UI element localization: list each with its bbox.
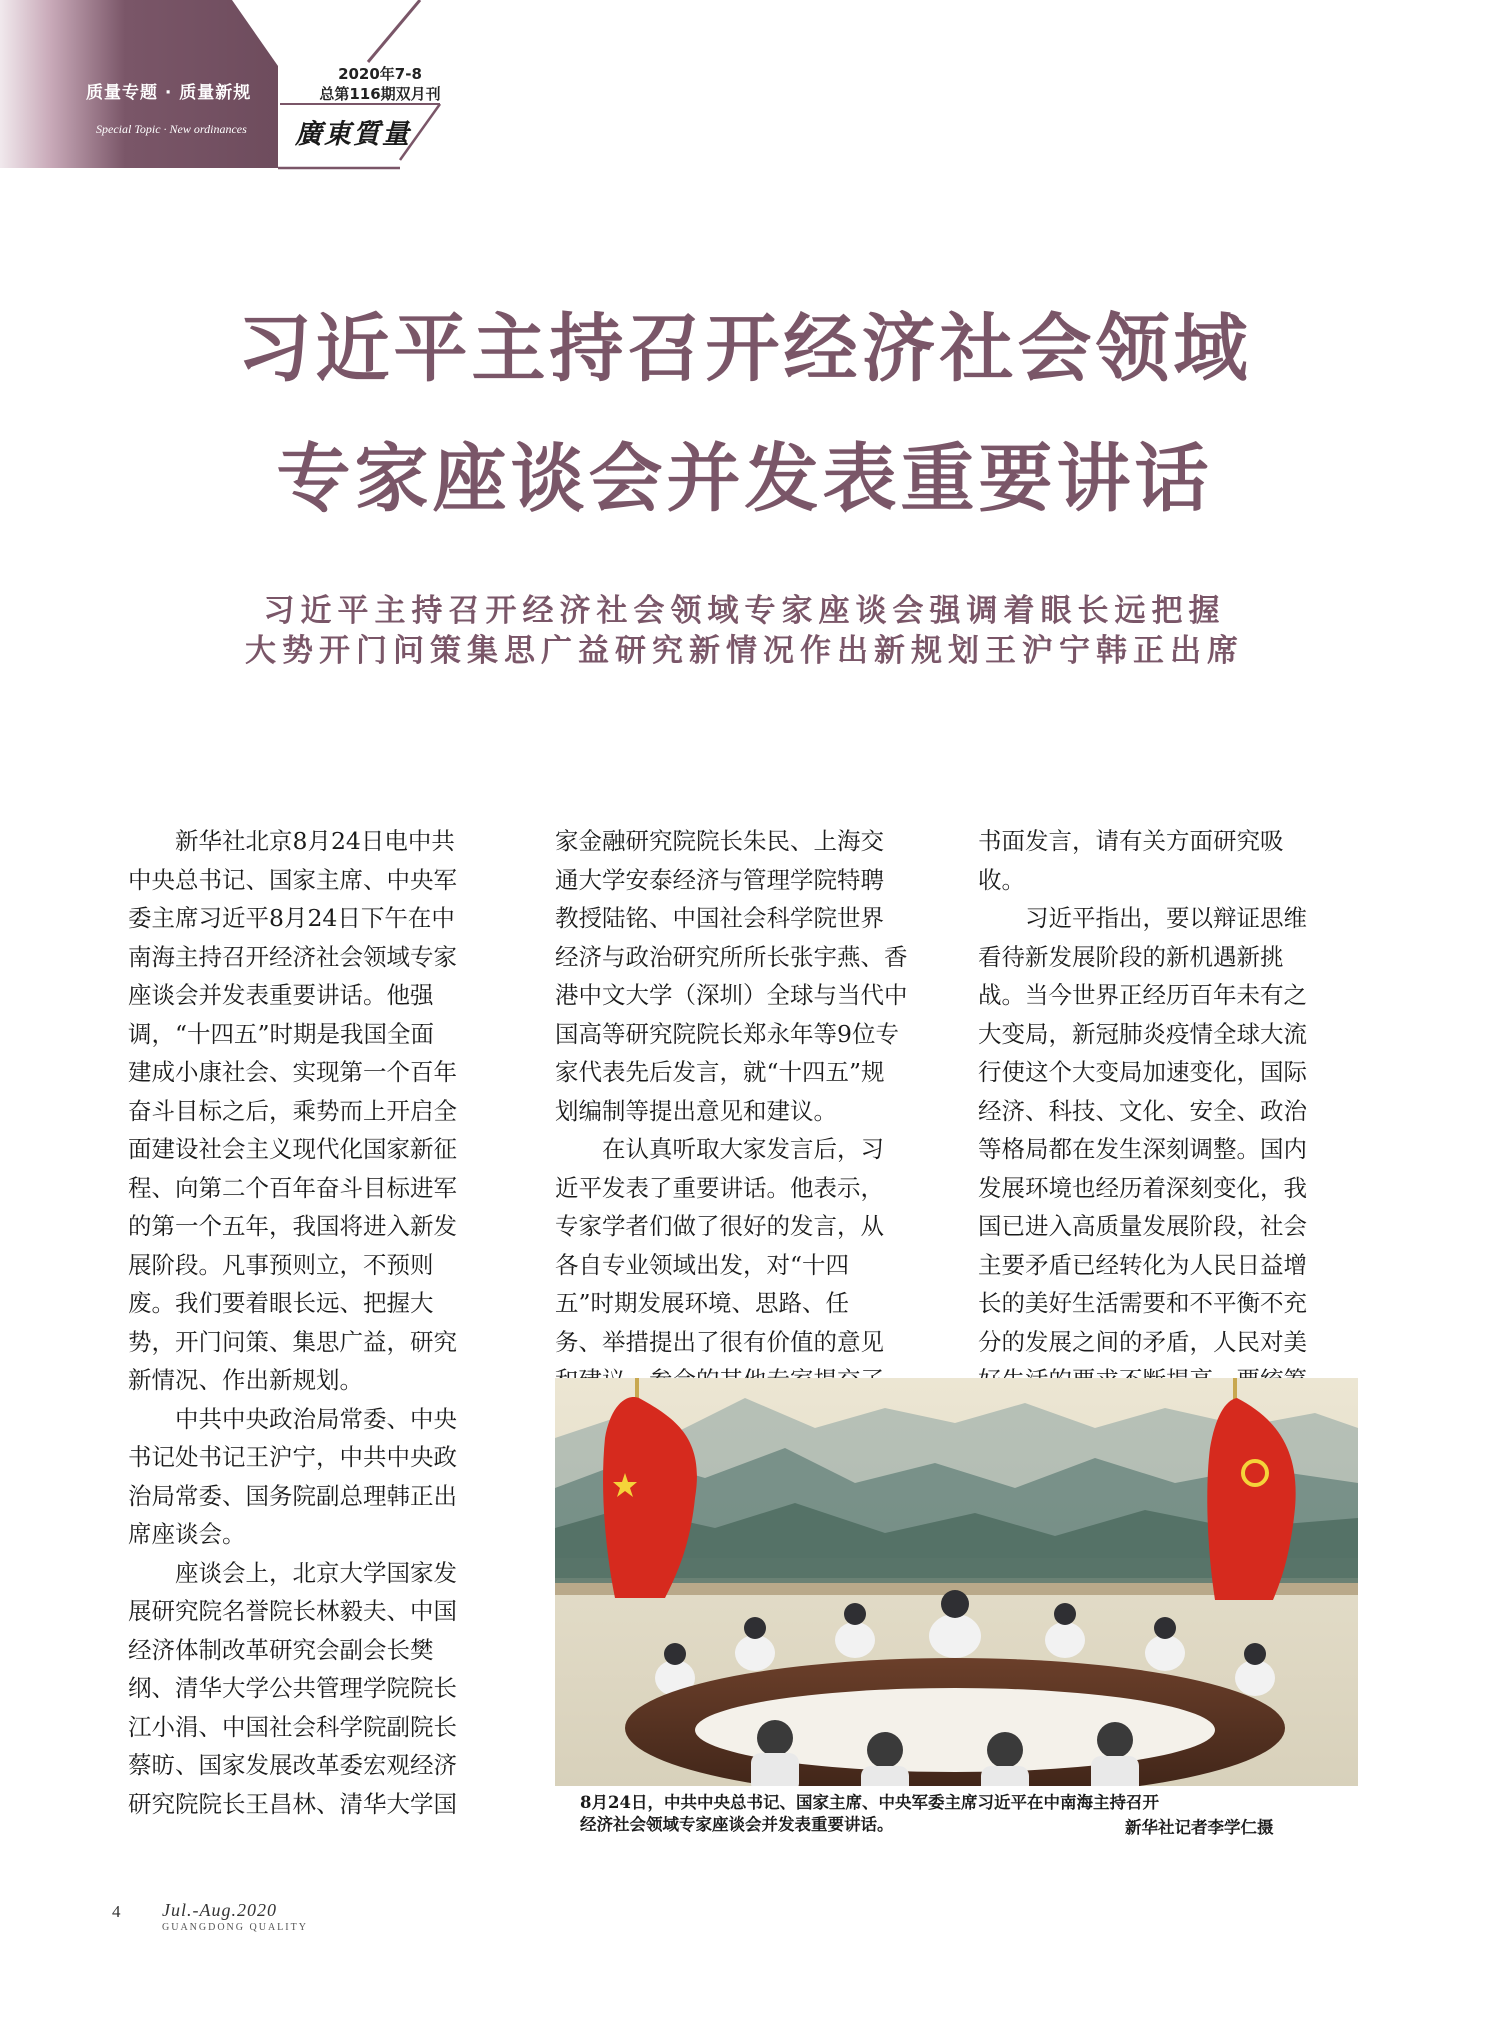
article-text-line: 新华社北京8月24日电中共 — [128, 827, 455, 855]
article-text-line: 南海主持召开经济社会领域专家 — [128, 942, 457, 971]
article-column-3 — [978, 822, 1358, 1400]
article-text-line: 港中文大学（深圳）全球与当代中 — [555, 981, 908, 1009]
header-section-title: 质量专题 · 质量新规 — [86, 83, 252, 103]
article-text-line: 座谈会上，北京大学国家发 — [128, 1558, 457, 1587]
header-issue-info — [300, 64, 460, 104]
article-text-line: 势，开门问策、集思广益，研究 — [128, 1327, 457, 1356]
article-text-line: 经济体制改革研究会副会长樊 — [128, 1635, 434, 1664]
header-issue-date: 2020年7-8 — [338, 65, 422, 83]
article-text-line: 治局常委、国务院副总理韩正出 — [128, 1481, 457, 1510]
article-text-line: 经济与政治研究所所长张宇燕、香 — [555, 942, 908, 971]
article-text-line: 主要矛盾已经转化为人民日益增 — [978, 1250, 1307, 1279]
photo-credit: 新华社记者李学仁摄 — [1125, 1818, 1274, 1837]
article-text-line: 废。我们要着眼长远、把握大 — [128, 1289, 434, 1317]
article-text-line: 经济、科技、文化、安全、政治 — [978, 1096, 1307, 1125]
article-text-line: 专家学者们做了很好的发言，从 — [555, 1212, 884, 1240]
article-subtitle-line-1: 习近平主持召开经济社会领域专家座谈会强调着眼长远把握 — [263, 593, 1226, 629]
article-text-line: 收。 — [978, 865, 1025, 894]
article-title-line-1: 习近平主持召开经济社会领域 — [237, 306, 1252, 392]
article-text-line: 研究院院长王昌林、清华大学国 — [128, 1789, 457, 1818]
article-text-line: 在认真听取大家发言后，习 — [555, 1135, 884, 1163]
article-text-line: 战。当今世界正经历百年未有之 — [978, 981, 1307, 1009]
article-text-line: 蔡昉、国家发展改革委宏观经济 — [128, 1751, 457, 1779]
page-footer — [112, 1900, 382, 1940]
article-text-line: 务、举措提出了很有价值的意见 — [555, 1327, 884, 1356]
header-issue-number: 总第116期双月刊 — [319, 85, 441, 103]
article-text-line: 国已进入高质量发展阶段，社会 — [978, 1212, 1307, 1240]
article-text-line: 调，“十四五”时期是我国全面 — [128, 1019, 435, 1048]
footer-issue-label: Jul.-Aug.2020 — [162, 1900, 277, 1920]
article-text-line: 建成小康社会、实现第一个百年 — [128, 1058, 457, 1086]
article-text-line: 家代表先后发言，就“十四五”规 — [555, 1058, 885, 1086]
header-section-subtitle: Special Topic · New ordinances — [96, 122, 247, 136]
article-text-line: 新情况、作出新规划。 — [128, 1366, 363, 1394]
article-text-line: 长的美好生活需要和不平衡不充 — [978, 1289, 1307, 1317]
article-text-line: 展阶段。凡事预则立，不预则 — [128, 1250, 434, 1279]
article-text-line: 发展环境也经历着深刻变化，我 — [978, 1173, 1307, 1202]
article-text-line: 纲、清华大学公共管理学院院长 — [128, 1674, 457, 1702]
article-text-line: 近平发表了重要讲话。他表示， — [555, 1173, 884, 1202]
article-text-line: 等格局都在发生深刻调整。国内 — [978, 1135, 1307, 1163]
article-text-line: 中央总书记、国家主席、中央军 — [128, 865, 457, 894]
article-text-line: 大变局，新冠肺炎疫情全球大流 — [978, 1019, 1307, 1048]
article-text-line: 通大学安泰经济与管理学院特聘 — [555, 865, 884, 894]
article-text-line: 分的发展之间的矛盾，人民对美 — [978, 1327, 1307, 1356]
article-text-line: 江小涓、中国社会科学院副院长 — [128, 1712, 457, 1741]
article-text-line: 划编制等提出意见和建议。 — [555, 1096, 837, 1125]
meeting-photo — [555, 1378, 1358, 1786]
article-text-line: 面建设社会主义现代化国家新征 — [128, 1135, 457, 1163]
article-subtitle-line-2: 大势开门问策集思广益研究新情况作出新规划王沪宁韩正出席 — [245, 633, 1244, 669]
article-text-line: 书面发言，请有关方面研究吸 — [978, 827, 1284, 855]
photo-caption-line-1: 8月24日，中共中央总书记、国家主席、中央军委主席习近平在中南海主持召开 — [580, 1793, 1159, 1812]
article-text-line: 委主席习近平8月24日下午在中 — [128, 904, 455, 932]
article-text-line: 家金融研究院院长朱民、上海交 — [555, 827, 884, 855]
article-column-2 — [555, 822, 935, 1400]
article-text-line: 国高等研究院院长郑永年等9位专 — [555, 1019, 899, 1048]
article-text-line: 展研究院名誉院长林毅夫、中国 — [128, 1597, 457, 1625]
article-text-line: 书记处书记王沪宁，中共中央政 — [128, 1443, 457, 1471]
article-text-line: 席座谈会。 — [128, 1520, 246, 1548]
article-text-line: 五”时期发展环境、思路、任 — [555, 1289, 850, 1317]
article-title-line-2: 专家座谈会并发表重要讲话 — [276, 436, 1213, 522]
photo-caption-line-2: 经济社会领域专家座谈会并发表重要讲话。 — [580, 1815, 894, 1834]
article-text-line: 座谈会并发表重要讲话。他强 — [128, 981, 434, 1009]
article-text-line: 行使这个大变局加速变化，国际 — [978, 1058, 1307, 1086]
article-column-1 — [128, 822, 508, 1823]
page-number: 4 — [112, 1902, 121, 1921]
article-text-line: 教授陆铭、中国社会科学院世界 — [555, 904, 884, 932]
magazine-logo: 廣東質量 — [295, 119, 411, 150]
meeting-photo-illustration — [555, 1378, 1358, 1786]
footer-magazine-name: GUANGDONG QUALITY — [162, 1922, 308, 1933]
article-text-line: 看待新发展阶段的新机遇新挑 — [978, 942, 1284, 971]
article-text-line: 程、向第二个百年奋斗目标进军 — [128, 1173, 457, 1202]
article-text-line: 的第一个五年，我国将进入新发 — [128, 1212, 457, 1240]
article-text-line: 中共中央政治局常委、中央 — [128, 1404, 457, 1433]
article-text-line: 习近平指出，要以辩证思维 — [978, 904, 1307, 932]
article-text-line: 各自专业领域出发，对“十四 — [555, 1250, 850, 1279]
article-text-line: 奋斗目标之后，乘势而上开启全 — [128, 1096, 457, 1125]
